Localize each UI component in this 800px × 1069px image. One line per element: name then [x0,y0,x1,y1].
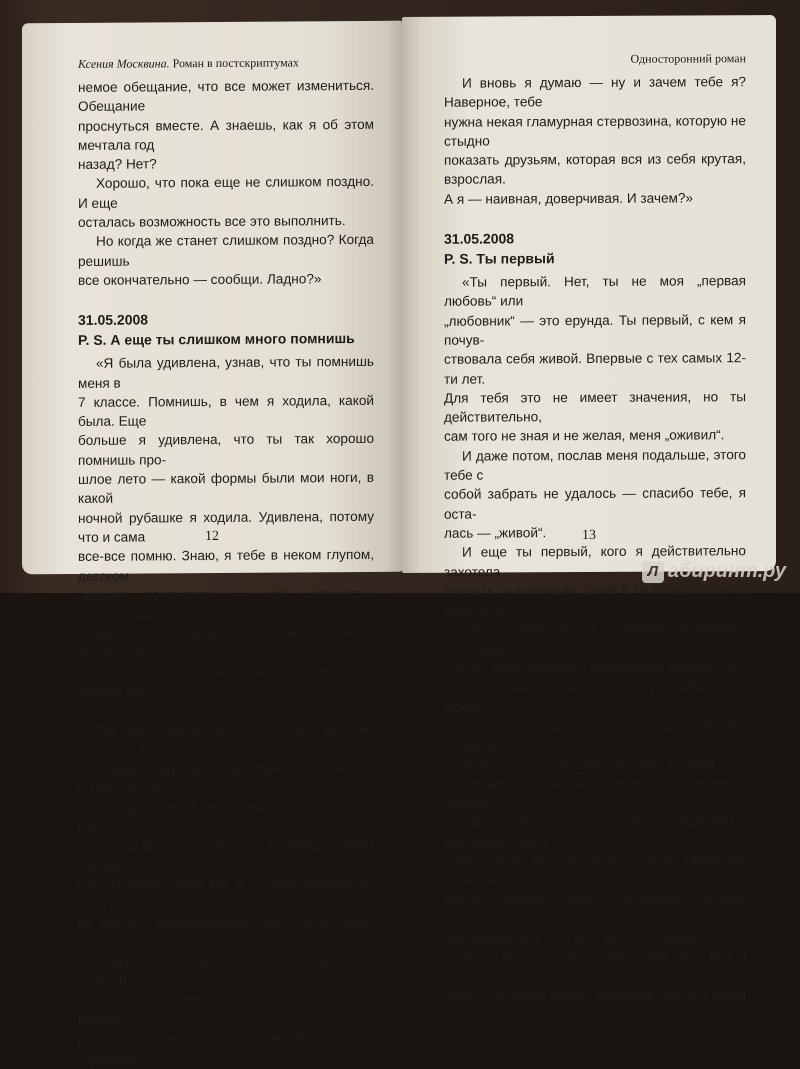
text-line: осталась возможность все это выполнить. [78,213,346,231]
labirint-logo-icon: Л [642,561,664,583]
text-line: недостатками. (Теперь, спустя, я знаю, что можно [444,678,746,715]
text-line: И даже потом, послав меня подальше, этого тебе с [444,446,746,483]
text-line: показать друзьям, которая вся из себя крутая, взрослая. [444,151,746,188]
running-head-right: Односторонний роман [630,51,746,66]
text-line: все-все помню. Знаю, я тебе в неком глупом, детском [78,547,374,584]
text-line: Теперь я не такая. Но стихи еще пишу, слава Богу, не [78,952,374,989]
text-line: больше. [78,703,131,719]
text-line: что в ответ я о тебе знаю слишком мало. Хотела бы [78,662,374,700]
entry-date: 31.05.2008 [78,311,149,329]
running-head-left [78,55,374,72]
text-line: статки, твои реакции и умудрялась смириться с [444,659,746,676]
paragraph [78,172,374,232]
paragraph [78,230,374,290]
text-line: ряться в любви — хоть и не раз от этого страдала. [78,1029,374,1066]
text-line: миришься и перестаешь видеть в этом нечто отрица- [444,774,746,811]
text-line: Хорошо, что пока еще не слишком поздно. И еще [78,174,374,211]
text-line: «Ты первый. Нет, ты не моя „первая любовь“ или [444,273,746,310]
text-line: назад? Нет? [78,156,157,173]
text-line: проснуться вместе. А знаешь, как я об этом мечтала год [78,116,374,153]
text-line: А я — наивная, доверчивая. И зачем?» [444,190,693,207]
text-line: „вот если бы не этот бред...“. И правда, зачем такому [78,836,374,873]
running-head-author: Ксения Москвина. [78,56,170,71]
text-line: ствовала себя живой. Впервые с тех самых 12-ти лет. [444,350,746,387]
text-line: И вновь я думаю — ну и зачем тебе я? Наверное, тебе [444,74,746,111]
text-line: все окончательно — сообщи. Ладно?» [78,271,322,288]
text-line: Но когда же станет слишком поздно? Когда решишь [78,232,374,269]
text-line: перь — я готова носить красивое белье и чулки ночью [444,987,746,1024]
section-title: P. S. Ты первый [444,250,555,267]
text-line: как ты была такая как я — забывающая от тебя все [78,875,374,912]
text-line: И еще ты первый, кого я действительно захотела [444,543,746,580]
text-line: болтанные под год назад. Вернее, я виню это в том, что слу- [78,759,374,796]
text-line: «Я была удивлена, узнав, что ты помнишь меня в [78,354,374,391]
paragraph [444,72,746,209]
watermark [642,560,786,583]
text-line: — любишь все: хорошее и плохое. С ними [444,755,714,773]
watermark-text: абиринт.ру [667,560,786,582]
text-line: нужна некая гламурная стервозина, которую не стыдно [444,112,746,149]
text-line: даже недостатки обратить в достоинства. Когда любишь [444,717,746,753]
paragraph [78,719,374,953]
text-line: вится: сделать тебя счастливее. Хотела научиться в [444,890,746,927]
paragraph [444,541,746,948]
entry-date: 31.05.2008 [444,230,515,247]
page-number-right: 13 [582,527,596,544]
text-line: пошло наперекосяк, я пыталась оправдать твои недо- [444,620,746,657]
text-line: собой забрать не удалось — спасибо тебе, я оста- [444,485,746,522]
text-line: шлое лето — какой формы были мои ноги, в какой [78,469,374,507]
text-line: Как же я виню себя за глупые детские глупости, вы- [78,720,374,758]
text-line: на свете и посвящающая тебе стихи. Бред-бред-бред. [78,913,374,951]
section-title: P. S. А еще ты слишком много помнишь [78,330,355,349]
text-line: немое обещание, что все может измениться. Обещание [78,77,374,115]
text-line: сделать счастливым. Даже в то прошлое лето, когда все [444,582,746,618]
paragraph [444,947,746,1026]
page-number-left: 12 [205,528,219,545]
text-line: 7 классе. Помнишь, в чем я ходила, какой была. Еще [78,392,374,430]
text-line: последний для тебя раз, как тебе нравится. [444,929,721,946]
text-line: сам того не зная и не желая, меня „оживил“. [444,427,725,445]
text-line: чилось дальше. Я неустанно повторяла весь год — [78,797,374,835]
intro-paragraph [78,76,374,175]
text-line: о тебе. И я все еще не утратила способности раство- [78,990,374,1028]
right-page [402,15,776,1024]
text-line: ночной рубашке я ходила. Удивлена, потому что и сама [78,508,374,545]
text-line: секрет. И продолжаю выбалтывать. Примечательно, [78,624,374,661]
left-page [22,21,402,1066]
text-line: больше я удивлена, что ты так хорошо помнишь про- [78,431,374,468]
running-head-title: Роман в постскриптумах [172,55,299,71]
text-line: тебе любовь. Хотела научиться быть такой, как тебе нра- [444,852,746,889]
text-line: Для тебя это не имеет значения, но ты действительно, [444,389,746,425]
text-line: „любовник“ — это ерунда. Ты первый, с кем я почув- [444,311,746,348]
text-line: лась — „живой“. [444,525,547,541]
text-line: тельное.) Я хотела помочь, поддержать, выслушать, дать [444,813,746,850]
text-line: А оказалась — игрушкой? Или нет? Вот и те- [444,948,746,985]
text-line: порыве романтики — нет, нежности, выбалтывала [78,585,374,623]
paragraph [78,950,374,1068]
paragraph [444,271,746,446]
